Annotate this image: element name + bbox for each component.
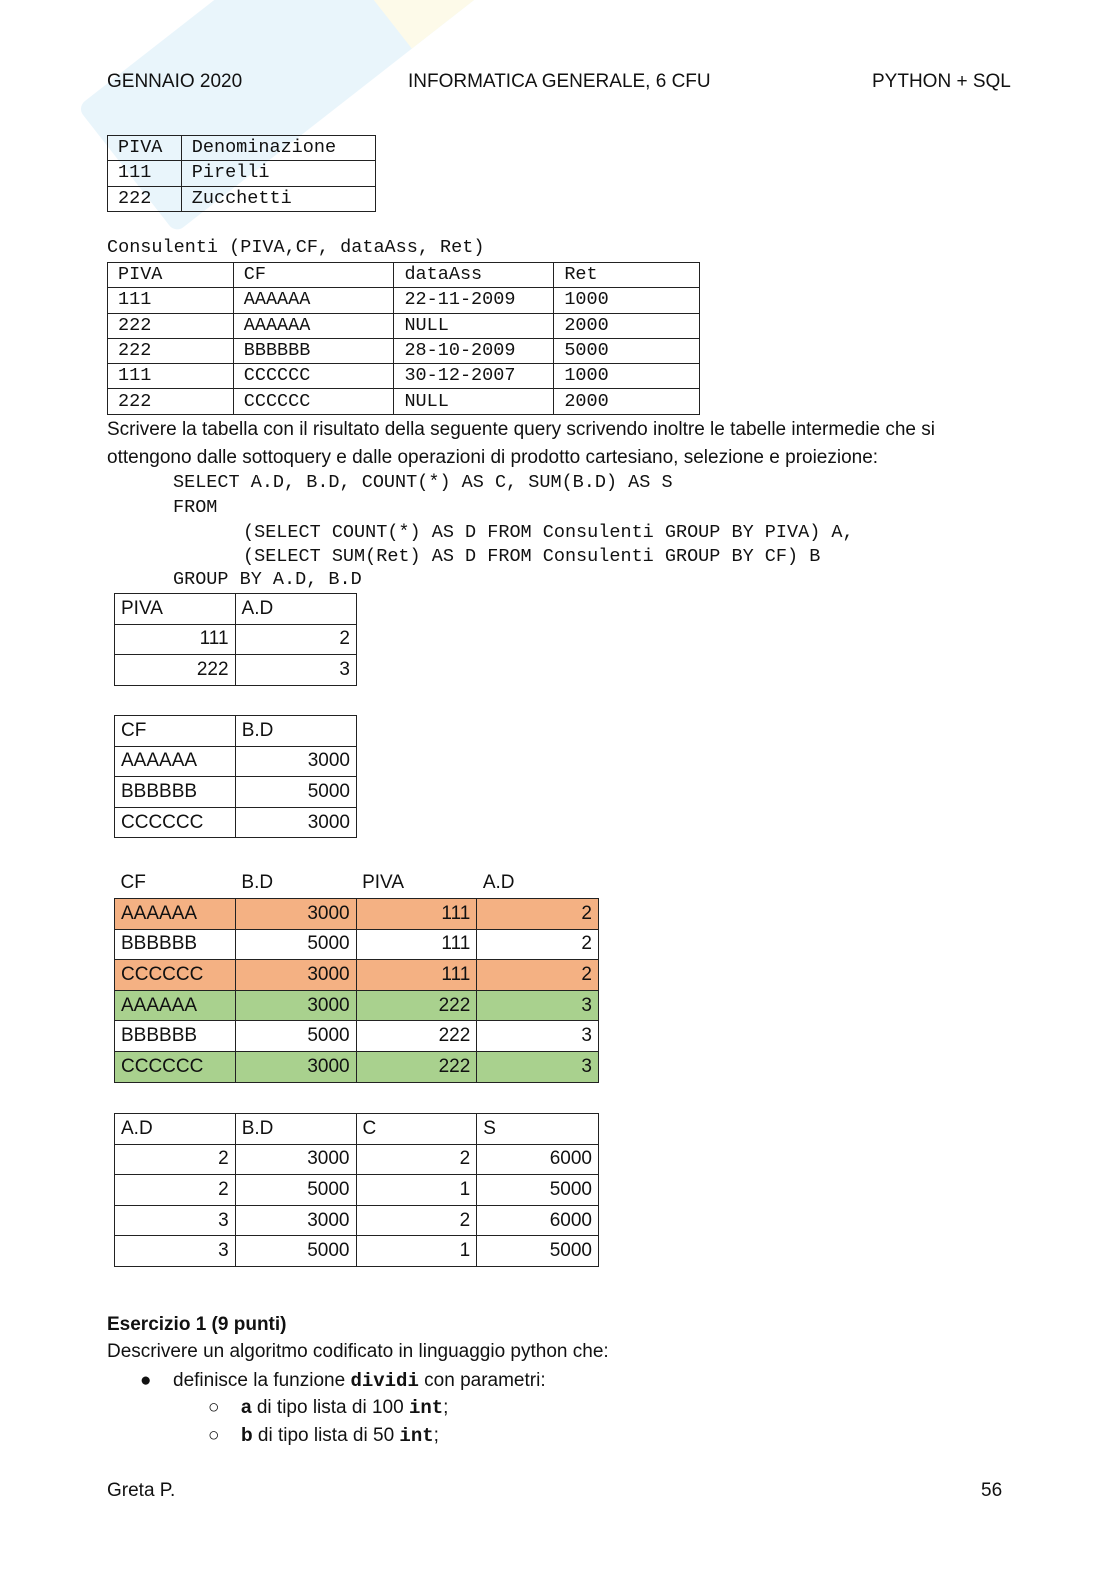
header-row	[115, 1114, 599, 1145]
table-cell: CCCCCC	[115, 960, 236, 991]
header-row	[115, 716, 357, 747]
header-date: GENNAIO 2020	[107, 71, 243, 92]
table-row	[108, 288, 700, 313]
table-cell: 111	[356, 899, 477, 930]
table-cell: 222	[356, 1021, 477, 1052]
table-cell: 3000	[235, 807, 356, 838]
table-cell: AAAAAA	[115, 899, 236, 930]
column-header: B.D	[241, 872, 274, 894]
table-cell: 5000	[235, 929, 356, 960]
column-header: B.D	[235, 716, 356, 747]
query-line: GROUP BY A.D, B.D	[173, 569, 362, 590]
table-cell: CCCCCC	[115, 1052, 236, 1083]
table-cell: 1000	[554, 288, 700, 313]
query-line: (SELECT SUM(Ret) AS D FROM Consulenti GROUP BY CF) B	[243, 546, 821, 567]
table-row	[115, 929, 599, 960]
table-cell: CCCCCC	[233, 389, 394, 414]
table-row	[108, 364, 700, 389]
table-cell: BBBBBB	[233, 338, 394, 363]
function-name: dividi	[350, 1370, 419, 1392]
table-row	[115, 1052, 599, 1083]
table-cell: 2	[115, 1144, 236, 1175]
table-cell: 5000	[235, 1021, 356, 1052]
param-item	[208, 1397, 449, 1419]
column-header: Ret	[554, 263, 700, 288]
table-cell: 111	[108, 288, 234, 313]
column-header: dataAss	[394, 263, 554, 288]
result-table	[114, 1113, 599, 1267]
table-cell: AAAAAA	[233, 313, 394, 338]
table-cell: 111	[108, 161, 182, 186]
table-cell: 2	[477, 929, 599, 960]
column-header: PIVA	[115, 594, 236, 625]
table-cell: 6000	[477, 1144, 599, 1175]
table-cell: BBBBBB	[115, 929, 236, 960]
column-header: CF	[115, 716, 236, 747]
table-cell: 30-12-2007	[394, 364, 554, 389]
column-header: C	[356, 1114, 477, 1145]
question-line-2: ottengono dalle sottoquery e dalle operazioni di prodotto cartesiano, selezione e proiezione:	[107, 447, 879, 468]
table-cell: 5000	[235, 1175, 356, 1206]
table-row	[115, 990, 599, 1021]
table-row	[115, 746, 357, 777]
table-row	[108, 313, 700, 338]
param-text: di tipo lista di 50	[252, 1425, 400, 1446]
table-cell: 222	[108, 338, 234, 363]
page-number: 56	[981, 1480, 1003, 1501]
table-cell: 111	[108, 364, 234, 389]
table-cell: 2	[115, 1175, 236, 1206]
table-cell: CCCCCC	[233, 364, 394, 389]
table-cell: 2	[356, 1144, 477, 1175]
bullet-text: con parametri:	[418, 1370, 546, 1391]
table-cell: AAAAAA	[115, 746, 236, 777]
table-cell: 3000	[235, 960, 356, 991]
table-cell: 222	[108, 313, 234, 338]
table-cell: 5000	[235, 1236, 356, 1267]
table-cell: 2000	[554, 389, 700, 414]
table-row	[115, 960, 599, 991]
cartesian-product-table	[114, 868, 599, 1083]
column-header: A.D	[482, 872, 515, 894]
table-row	[115, 655, 357, 686]
column-header: PIVA	[108, 136, 182, 161]
param-item	[208, 1425, 439, 1447]
column-header: S	[477, 1114, 599, 1145]
table-cell: AAAAAA	[233, 288, 394, 313]
table-cell: 3	[115, 1205, 236, 1236]
consulenti-table	[107, 262, 700, 415]
circle-bullet-icon: ○	[208, 1397, 220, 1418]
exercise-intro: Descrivere un algoritmo codificato in linguaggio python che:	[107, 1341, 609, 1362]
table-cell: 2	[235, 624, 356, 655]
header-row	[115, 594, 357, 625]
table-cell: AAAAAA	[115, 990, 236, 1021]
table-row	[108, 338, 700, 363]
table-cell: 222	[356, 990, 477, 1021]
table-row	[115, 1175, 599, 1206]
table-cell: 111	[356, 929, 477, 960]
table-cell: 5000	[477, 1236, 599, 1267]
header-topic: PYTHON + SQL	[872, 71, 1011, 92]
question-line-1: Scrivere la tabella con il risultato della seguente query scrivendo inoltre le tabelle intermedie che si	[107, 419, 936, 440]
table-cell: 111	[115, 624, 236, 655]
table-cell: 1000	[554, 364, 700, 389]
table-cell: BBBBBB	[115, 777, 236, 808]
column-header: CF	[233, 263, 394, 288]
table-cell: 3	[477, 990, 599, 1021]
column-header: A.D	[115, 1114, 236, 1145]
table-cell: Zucchetti	[181, 186, 375, 211]
table-cell: 5000	[554, 338, 700, 363]
table-cell: 222	[356, 1052, 477, 1083]
param-end: ;	[443, 1397, 449, 1418]
query-line: (SELECT COUNT(*) AS D FROM Consulenti GROUP BY PIVA) A,	[243, 522, 854, 543]
table-row	[108, 161, 376, 186]
table-cell: 3	[115, 1236, 236, 1267]
table-row	[115, 1144, 599, 1175]
table-cell: 3000	[235, 899, 356, 930]
circle-bullet-icon: ○	[208, 1425, 220, 1446]
table-cell: 22-11-2009	[394, 288, 554, 313]
table-cell: BBBBBB	[115, 1021, 236, 1052]
table-row	[115, 777, 357, 808]
table-cell: CCCCCC	[115, 807, 236, 838]
table-cell: 5000	[235, 777, 356, 808]
table-cell: Pirelli	[181, 161, 375, 186]
table-cell: 3000	[235, 746, 356, 777]
param-end: ;	[433, 1425, 439, 1446]
table-row	[115, 624, 357, 655]
column-header: PIVA	[362, 872, 404, 894]
table-cell: 3000	[235, 1052, 356, 1083]
column-header: A.D	[235, 594, 356, 625]
table-row	[115, 807, 357, 838]
column-header: CF	[120, 872, 146, 894]
query-line: FROM	[173, 497, 218, 518]
table-row	[115, 1021, 599, 1052]
table-cell: NULL	[394, 389, 554, 414]
subquery-a-table	[114, 593, 357, 686]
param-type: int	[399, 1425, 434, 1447]
table-cell: 3000	[235, 1144, 356, 1175]
table-cell: 222	[108, 186, 182, 211]
table-row	[115, 1205, 599, 1236]
param-name: a	[241, 1397, 252, 1418]
table-cell: 2000	[554, 313, 700, 338]
column-header: Denominazione	[181, 136, 375, 161]
table-cell: 6000	[477, 1205, 599, 1236]
param-type: int	[408, 1397, 444, 1419]
consulenti-title: Consulenti (PIVA,CF, dataAss, Ret)	[107, 237, 485, 258]
table-cell: 1	[356, 1236, 477, 1267]
table-row	[108, 389, 700, 414]
query-line: SELECT A.D, B.D, COUNT(*) AS C, SUM(B.D) AS S	[173, 472, 673, 493]
table-cell: 222	[115, 655, 236, 686]
aziende-table	[107, 135, 376, 212]
header-course: INFORMATICA GENERALE, 6 CFU	[408, 71, 711, 92]
header-row	[108, 263, 700, 288]
column-header: B.D	[235, 1114, 356, 1145]
table-row	[108, 186, 376, 211]
param-text: di tipo lista di 100	[251, 1397, 409, 1418]
table-cell: 111	[356, 960, 477, 991]
table-cell: 222	[108, 389, 234, 414]
table-cell: 5000	[477, 1175, 599, 1206]
footer-author: Greta P.	[107, 1480, 176, 1501]
table-cell: 3000	[235, 990, 356, 1021]
table-cell: NULL	[394, 313, 554, 338]
header-row	[108, 136, 376, 161]
table-cell: 2	[477, 899, 599, 930]
bullet-item	[140, 1370, 546, 1392]
table-cell: 2	[477, 960, 599, 991]
column-header: PIVA	[108, 263, 234, 288]
bullet-text: definisce la funzione	[173, 1370, 351, 1391]
table-cell: 2	[356, 1205, 477, 1236]
bullet-icon: ●	[140, 1370, 152, 1391]
table-cell: 3	[477, 1021, 599, 1052]
table-cell: 3	[235, 655, 356, 686]
table-cell: 1	[356, 1175, 477, 1206]
exercise-title: Esercizio 1 (9 punti)	[107, 1314, 287, 1335]
table-row	[115, 1236, 599, 1267]
header-row	[115, 868, 599, 899]
table-cell: 28-10-2009	[394, 338, 554, 363]
table-cell: 3	[477, 1052, 599, 1083]
table-row	[115, 899, 599, 930]
param-name: b	[241, 1425, 253, 1446]
table-cell: 3000	[235, 1205, 356, 1236]
subquery-b-table	[114, 715, 357, 838]
